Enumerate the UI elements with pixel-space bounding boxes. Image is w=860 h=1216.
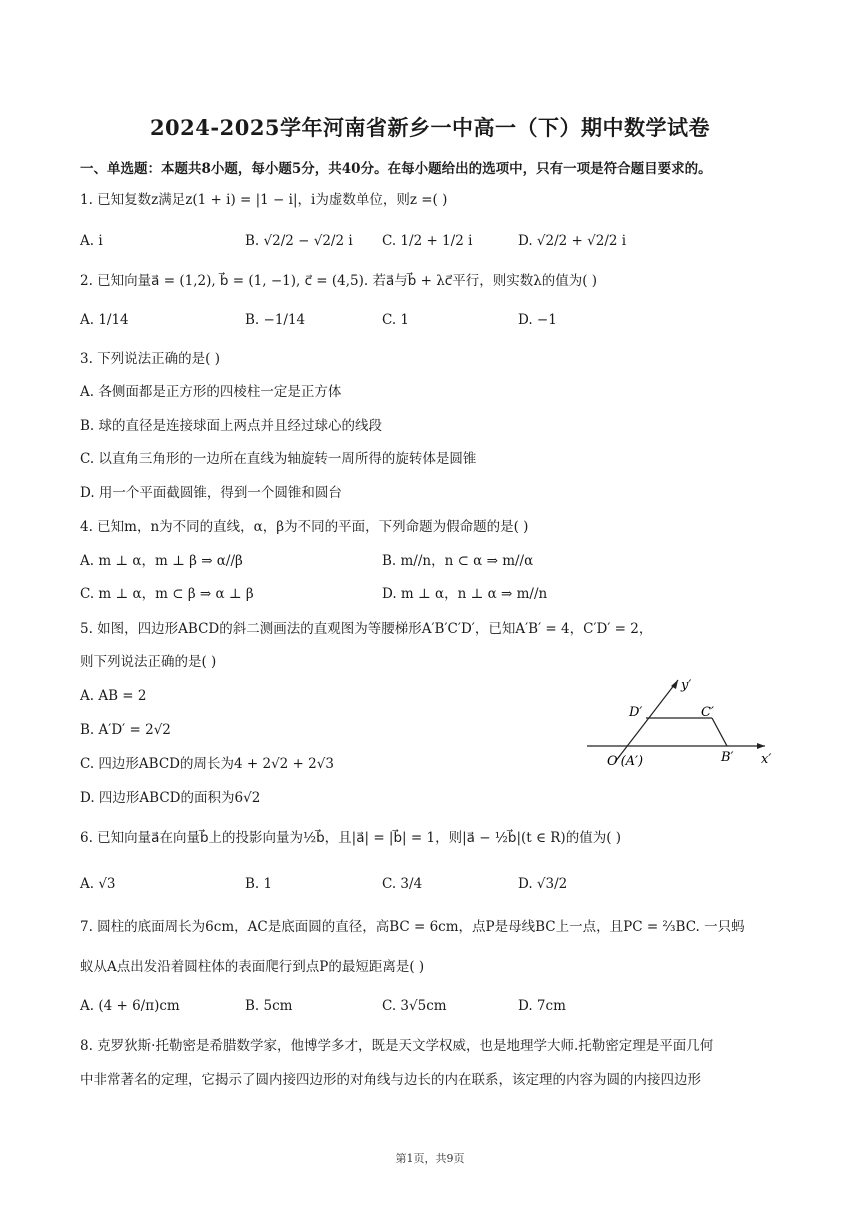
x-axis-arrow — [757, 743, 765, 749]
label-x: x′ — [761, 752, 772, 767]
q6-option-d: D. √3/2 — [518, 876, 568, 892]
label-d: D′ — [629, 705, 643, 720]
q2-option-c: C. 1 — [382, 312, 410, 328]
q5-stem-line1: 5. 如图，四边形ABCD的斜二测画法的直观图为等腰梯形A′B′C′D′，已知A′B′ = 4，C′D′ = 2， — [80, 621, 653, 637]
exam-title: 2024-2025学年河南省新乡一中高一（下）期中数学试卷 — [149, 115, 711, 140]
q7-option-a: A. (4 + 6/π)cm — [80, 998, 180, 1014]
label-c: C′ — [701, 705, 714, 720]
q6-option-a: A. √3 — [80, 876, 116, 892]
q1-option-d: D. √2/2 + √2/2 i — [518, 233, 627, 249]
q7-option-b: B. 5cm — [245, 998, 293, 1014]
q2-option-b: B. −1/14 — [245, 312, 306, 328]
y-axis — [615, 680, 678, 762]
q3-option-c: C. 以直角三角形的一边所在直线为轴旋转一周所得的旋转体是圆锥 — [80, 451, 477, 467]
q6-option-b: B. 1 — [245, 876, 273, 892]
label-o: O′(A′) — [607, 754, 644, 769]
q3-option-a: A. 各侧面都是正方形的四棱柱一定是正方体 — [80, 384, 342, 400]
q7-option-d: D. 7cm — [518, 998, 566, 1014]
trapezoid-figure — [585, 675, 775, 775]
page-footer: 第1页，共9页 — [395, 1152, 465, 1165]
label-y: y′ — [681, 678, 692, 693]
q1-option-c: C. 1/2 + 1/2 i — [382, 233, 473, 249]
section-single-choice: 一、单选题：本题共8小题，每小题5分，共40分。在每小题给出的选项中，只有一项是符合题目要求的。 — [80, 161, 712, 177]
trapezoid-right-edge — [712, 718, 727, 746]
q4-option-c: C. m ⊥ α，m ⊂ β ⇒ α ⊥ β — [80, 586, 254, 602]
q4-option-b: B. m//n，n ⊂ α ⇒ m//α — [382, 553, 534, 569]
q8-text-line1: 8. 克罗狄斯·托勒密是希腊数学家，他博学多才，既是天文学权威，也是地理学大师.托勒密定理是平面几何 — [80, 1038, 714, 1054]
q5-stem-line2: 则下列说法正确的是( ) — [80, 654, 217, 670]
q1-option-a: A. i — [80, 233, 103, 249]
q5-option-b: B. A′D′ = 2√2 — [80, 722, 171, 738]
q3-stem: 3. 下列说法正确的是( ) — [80, 351, 220, 367]
q6-stem: 6. 已知向量a⃗在向量b⃗上的投影向量为½b⃗，且|a⃗| = |b⃗| = 1，则|a⃗ − ½b⃗|(t ∈ R)的值为( ) — [80, 830, 622, 846]
q5-option-a: A. AB = 2 — [80, 688, 147, 704]
q7-stem-line1: 7. 圆柱的底面周长为6cm，AC是底面圆的直径，高BC = 6cm，点P是母线BC上一点，且PC = ⅔BC. 一只蚂 — [80, 919, 745, 935]
q1-option-b: B. √2/2 − √2/2 i — [245, 233, 353, 249]
q8-text-line2: 中非常著名的定理，它揭示了圆内接四边形的对角线与边长的内在联系，该定理的内容为圆的内接四边形 — [80, 1072, 701, 1088]
q4-option-a: A. m ⊥ α，m ⊥ β ⇒ α//β — [80, 553, 243, 569]
q6-option-c: C. 3/4 — [382, 876, 423, 892]
q5-option-d: D. 四边形ABCD的面积为6√2 — [80, 790, 261, 806]
q1-stem: 1. 已知复数z满足z(1 + i) = |1 − i|，i为虚数单位，则z =( ) — [80, 192, 448, 208]
q4-option-d: D. m ⊥ α，n ⊥ α ⇒ m//n — [382, 586, 548, 602]
q7-stem-line2: 蚁从A点出发沿着圆柱体的表面爬行到点P的最短距离是( ) — [80, 959, 425, 975]
q7-option-c: C. 3√5cm — [382, 998, 447, 1014]
q2-stem: 2. 已知向量a⃗ = (1,2), b⃗ = (1, −1), c⃗ = (4,5). 若a⃗与b⃗ + λc⃗平行，则实数λ的值为( ) — [80, 273, 598, 289]
q2-option-a: A. 1/14 — [80, 312, 129, 328]
q3-option-d: D. 用一个平面截圆锥，得到一个圆锥和圆台 — [80, 485, 342, 501]
q4-stem: 4. 已知m，n为不同的直线，α，β为不同的平面，下列命题为假命题的是( ) — [80, 519, 529, 535]
q5-option-c: C. 四边形ABCD的周长为4 + 2√2 + 2√3 — [80, 756, 334, 772]
q3-option-b: B. 球的直径是连接球面上两点并且经过球心的线段 — [80, 418, 383, 434]
q2-option-d: D. −1 — [518, 312, 557, 328]
label-b: B′ — [721, 750, 734, 765]
